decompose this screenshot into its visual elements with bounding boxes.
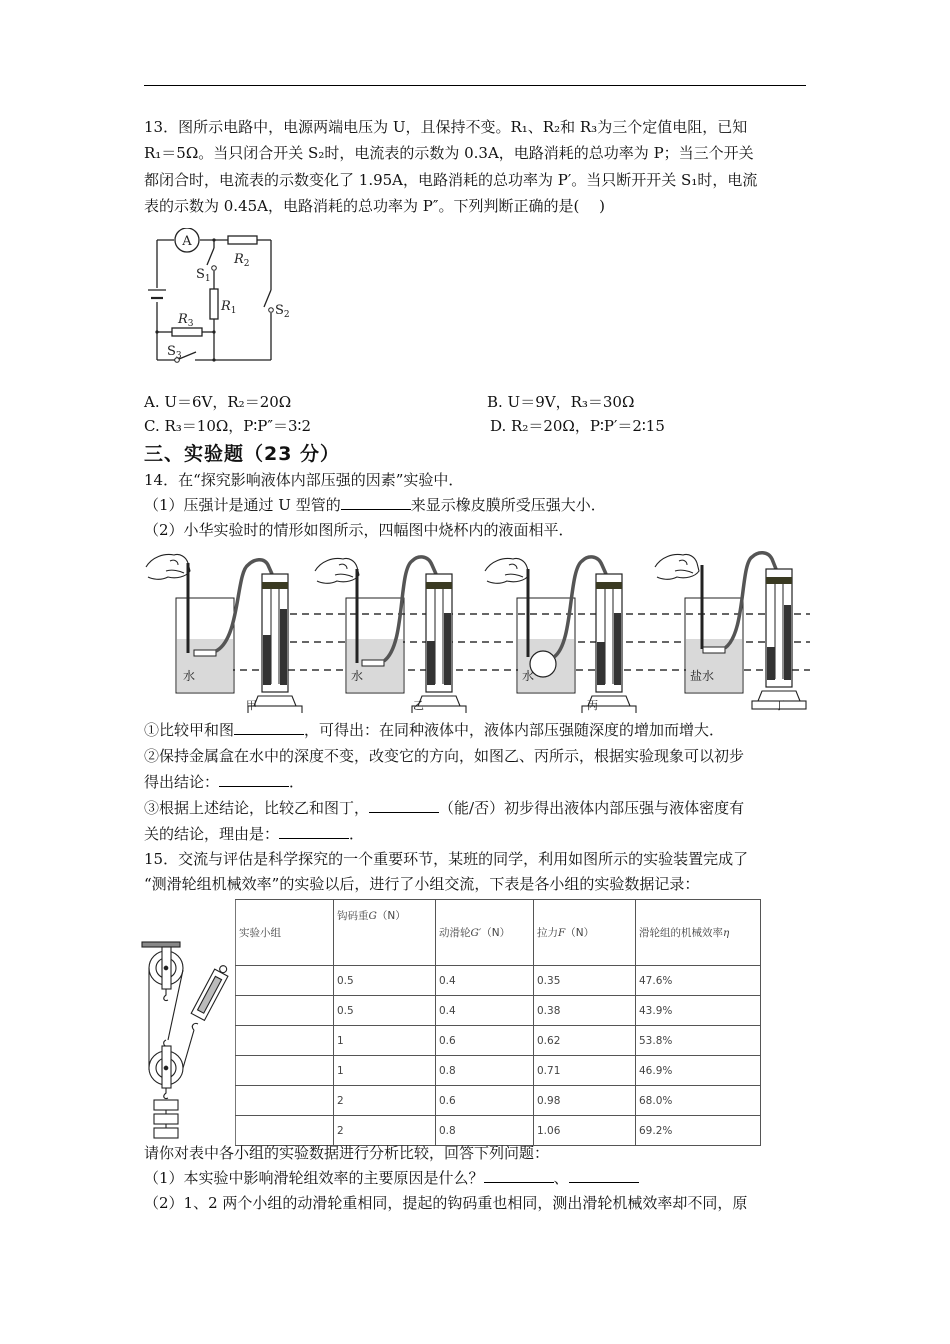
header-efficiency: 滑轮组的机械效率η xyxy=(636,900,761,966)
table-row: 0.5 0.4 0.38 43.9% xyxy=(236,996,761,1026)
r2-label: R xyxy=(234,252,244,267)
q13-line-2: R₁＝5Ω。当只闭合开关 S₂时，电流表的示数为 0.3A，电路消耗的总功率为 P；当三个开关 xyxy=(144,144,754,163)
panel-bing xyxy=(485,557,636,713)
answer-blank[interactable] xyxy=(341,495,411,510)
q15-prompt: 请你对表中各小组的实验数据进行分析比较，回答下列问题： xyxy=(144,1144,550,1162)
q15-sub1: （1）本实验中影响滑轮组效率的主要原因是什么？ 、 xyxy=(144,1165,639,1191)
q15-line2: “测滑轮组机械效率”的实验以后，进行了小组交流，下表是各小组的实验数据记录： xyxy=(144,875,700,893)
q14-sub1 xyxy=(144,492,606,518)
option-a[interactable]: A. U＝6V，R₂＝20Ω xyxy=(144,393,292,411)
table-row: 2 0.6 0.98 68.0% xyxy=(236,1086,761,1116)
q15-line1: 15．交流与评估是科学探究的一个重要环节，某班的同学，利用如图所示的实验装置完成了 xyxy=(144,850,749,868)
q14-item3: ③根据上述结论，比较乙和图丁， （能/否）初步得出液体内部压强与液体密度有 xyxy=(144,799,745,817)
q14-intro: 14．在“探究影响液体内部压强的因素”实验中． xyxy=(144,471,464,489)
q14-item1: ①比较甲和图 ，可得出：在同种液体中，液体内部压强随深度的增加而增大． xyxy=(144,721,725,739)
header-pulley-weight: 动滑轮G′（N） xyxy=(436,900,534,966)
pulley-diagram xyxy=(138,940,233,1140)
svg-text:水: 水 xyxy=(351,669,364,683)
answer-blank[interactable] xyxy=(234,720,304,735)
caption-jia: 甲 xyxy=(246,699,257,712)
table-row: 2 0.8 1.06 69.2% xyxy=(236,1116,761,1146)
q13-line-3: 都闭合时，电流表的示数变化了 1.95A，电路消耗的总功率为 P′。当只断开开关 S₁时，电流 xyxy=(144,170,758,189)
table-row: 1 0.8 0.71 46.9% xyxy=(236,1056,761,1086)
answer-blank[interactable] xyxy=(484,1168,554,1183)
header-rule xyxy=(144,85,806,86)
header-pull-force: 拉力F（N） xyxy=(534,900,636,966)
r1-label: R xyxy=(221,299,231,314)
q14-sub1-text: （1）压强计是通过 U 型管的 xyxy=(144,496,341,514)
option-c[interactable]: C. R₃＝10Ω，P∶P″＝3∶2 xyxy=(144,417,311,435)
panel-yi xyxy=(315,557,466,713)
header-hook-weight: 钩码重G（N） xyxy=(334,900,436,966)
option-d[interactable]: D. R₂＝20Ω，P∶P′＝2∶15 xyxy=(490,417,665,435)
svg-text:S3: $S_3$ xyxy=(167,344,182,361)
q15-sub2: （2）1、2 两个小组的动滑轮重相同，提起的钩码重也相同，测出滑轮机械效率却不同，原 xyxy=(144,1194,748,1212)
svg-text:S2: $S_2$ xyxy=(275,303,290,320)
svg-text:盐水: 盐水 xyxy=(690,669,715,683)
panel-ding xyxy=(655,553,806,712)
panel-jia xyxy=(146,554,302,713)
caption-yi: 乙 xyxy=(413,699,424,712)
svg-text:R3: $R_3$ xyxy=(178,312,194,329)
q14-sub1-text-end: 来显示橡皮膜所受压强大小． xyxy=(410,496,606,514)
answer-blank[interactable] xyxy=(279,824,349,839)
option-b[interactable]: B. U＝9V，R₃＝30Ω xyxy=(487,393,635,411)
q14-sub2: （2）小华实验时的情形如图所示，四幅图中烧杯内的液面相平． xyxy=(144,521,574,539)
answer-blank[interactable] xyxy=(369,798,439,813)
pressure-experiment-figure xyxy=(140,543,810,713)
header-group: 实验小组 xyxy=(236,900,334,966)
pulley-efficiency-table xyxy=(235,899,761,1146)
q13-stem xyxy=(144,114,808,219)
s3-label: S xyxy=(167,344,176,359)
caption-ding: 丁 xyxy=(774,699,785,712)
svg-text:水: 水 xyxy=(183,669,196,683)
table-header-row xyxy=(236,900,761,966)
r3-label: R xyxy=(178,312,188,327)
q13-line-1: 13．图所示电路中，电源两端电压为 U，且保持不变。R₁、R₂和 R₃为三个定值电阻，已知 xyxy=(144,118,748,136)
s2-label: S xyxy=(275,303,284,318)
svg-text:S1: $S_1$ xyxy=(196,267,211,284)
section-title: 三、实验题（23 分） xyxy=(144,443,341,465)
svg-text:R2: $R_2$ xyxy=(234,252,250,269)
circuit-diagram xyxy=(140,228,300,373)
ammeter-label: A xyxy=(182,234,192,249)
table-row: 0.5 0.4 0.35 47.6% xyxy=(236,966,761,996)
s1-label: S xyxy=(196,267,205,282)
svg-text:R1: $R_1$ xyxy=(221,299,237,316)
table-row: 1 0.6 0.62 53.8% xyxy=(236,1026,761,1056)
q14-item2-line1: ②保持金属盒在水中的深度不变，改变它的方向，如图乙、丙所示，根据实验现象可以初步 xyxy=(144,747,745,765)
svg-text:水: 水 xyxy=(522,669,535,683)
answer-blank[interactable] xyxy=(569,1168,639,1183)
q14-item2-line2: 得出结论： ． xyxy=(144,773,305,791)
q14-item3-line2: 关的结论，理由是： ． xyxy=(144,825,365,843)
caption-bing: 丙 xyxy=(587,699,598,712)
answer-blank[interactable] xyxy=(219,772,289,787)
q13-line-4: 表的示数为 0.45A，电路消耗的总功率为 P″。下列判断正确的是( ) xyxy=(144,196,605,215)
